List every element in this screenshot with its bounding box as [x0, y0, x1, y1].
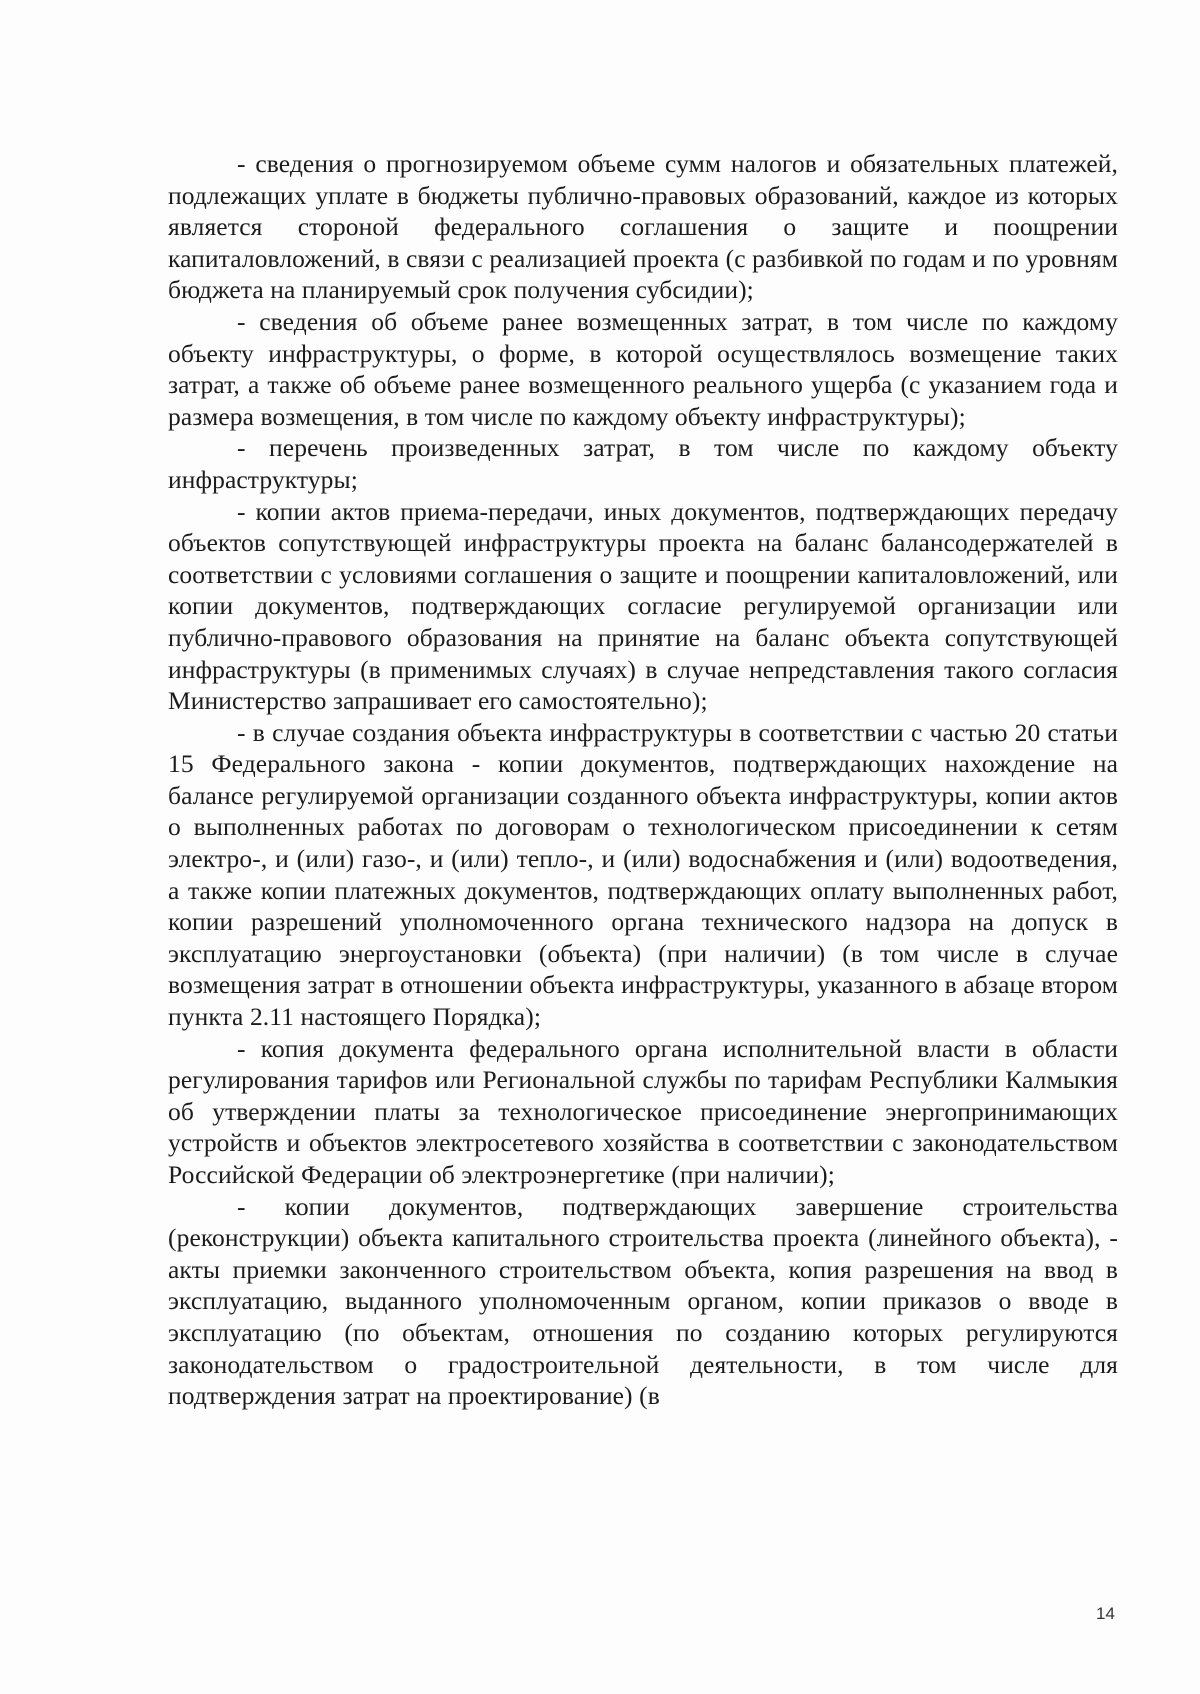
paragraph-construction-completion: - копии документов, подтверждающих завершение строительства (реконструкции) объекта капитального строительства проекта (линейного объекта), - акты приемки законченного строительством объекта, копия разрешения на ввод в эксплуатацию, выданного уполномоченным органом, копии приказов о вводе в эксплуатацию (по объектам, отношения по созданию которых регулируются законодательством о градостроительной деятельности, в том числе для подтверждения затрат на проектирование) (в [168, 1191, 1118, 1411]
paragraph-transfer-acts: - копии актов приема-передачи, иных документов, подтверждающих передачу объектов сопутствующей инфраструктуры проекта на баланс балансодержателей в соответствии с условиями соглашения о защите и поощрении капиталовложений, или копии документов, подтверждающих согласие регулируемой организации или публично-правового образования на принятие на баланс объекта сопутствующей инфраструктуры (в применимых случаях) в случае непредставления такого согласия Министерство запрашивает его самостоятельно); [168, 496, 1118, 716]
page-number: 14 [1096, 1604, 1115, 1623]
paragraph-tariff-document: - копия документа федерального органа исполнительной власти в области регулирования тарифов или Региональной службы по тарифам Республики Калмыкия об утверждении платы за технологическое присоединение энергопринимающих устройств и объектов электросетевого хозяйства в соответствии с законодательством Российской Федерации об электроэнергетике (при наличии); [168, 1033, 1118, 1189]
paragraph-tax-forecast: - сведения о прогнозируемом объеме сумм налогов и обязательных платежей, подлежащих уплате в бюджеты публично-правовых образований, каждое из которых является стороной федерального соглашения о защите и поощрении капиталовложений, в связи с реализацией проекта (с разбивкой по годам и по уровням бюджета на планируемый срок получения субсидии); [168, 149, 1118, 305]
document-body [168, 148, 1118, 1412]
paragraph-reimbursed-costs: - сведения об объеме ранее возмещенных затрат, в том числе по каждому объекту инфраструктуры, о форме, в которой осуществлялось возмещение таких затрат, а также об объеме ранее возмещенного реального ущерба (с указанием года и размера возмещения, в том числе по каждому объекту инфраструктуры); [168, 306, 1118, 431]
paragraph-costs-list: - перечень произведенных затрат, в том числе по каждому объекту инфраструктуры; [168, 433, 1118, 494]
paragraph-infrastructure-creation: - в случае создания объекта инфраструктуры в соответствии с частью 20 статьи 15 Федерального закона - копии документов, подтверждающих нахождение на балансе регулируемой организации созданного объекта инфраструктуры, копии актов о выполненных работах по договорам о технологическом присоединении к сетям электро-, и (или) газо-, и (или) тепло-, и (или) водоснабжения и (или) водоотведения, а также копии платежных документов, подтверждающих оплату выполненных работ, копии разрешений уполномоченного органа технического надзора на допуск в эксплуатацию энергоустановки (объекта) (при наличии) (в том числе в случае возмещения затрат в отношении объекта инфраструктуры, указанного в абзаце втором пункта 2.11 настоящего Порядка); [168, 717, 1118, 1032]
